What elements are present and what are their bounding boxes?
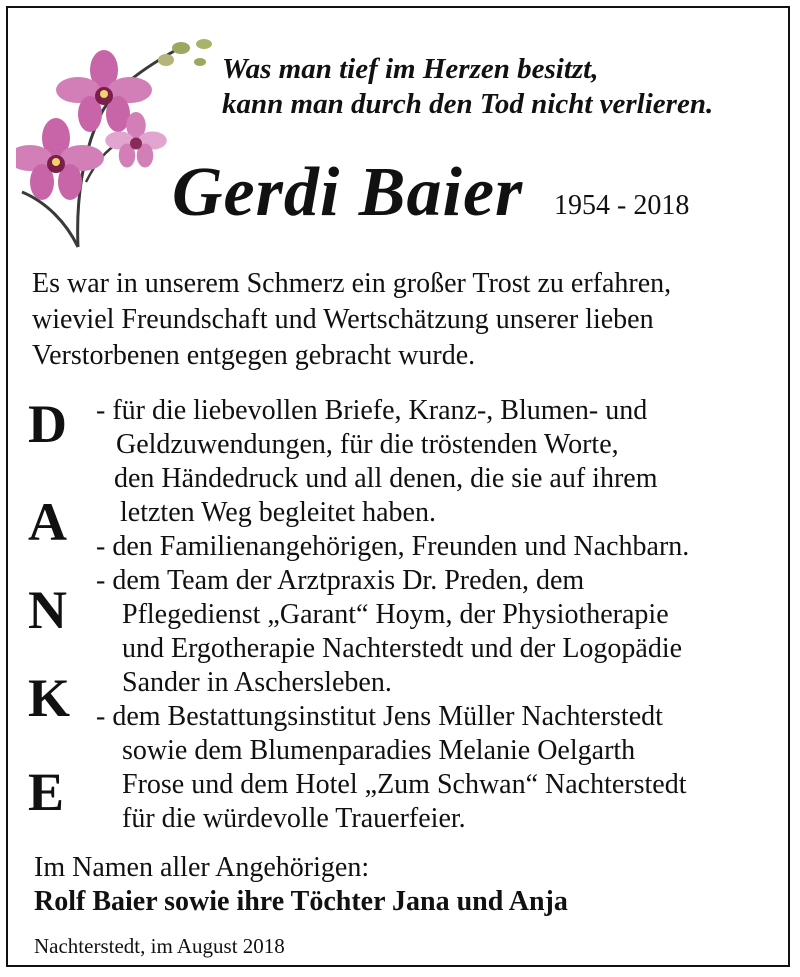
thanks-line: Pflegedienst „Garant“ Hoym, der Physiotherapie xyxy=(122,599,669,630)
thanks-line: für die würdevolle Trauerfeier. xyxy=(122,803,466,834)
danke-letter-k: K xyxy=(28,668,71,728)
thanks-line: sowie dem Blumenparadies Melanie Oelgarth xyxy=(122,735,636,766)
place-and-date: Nachterstedt, im August 2018 xyxy=(34,934,285,958)
thanks-item-letters xyxy=(96,394,786,530)
thanks-line: Sander in Aschersleben. xyxy=(122,667,392,698)
thanks-line: letzten Weg begleitet haben. xyxy=(120,497,436,528)
danke-letter-d: D xyxy=(28,394,67,454)
motto-quote xyxy=(222,52,782,122)
thanks-line: - dem Bestattungsinstitut Jens Müller Nachterstedt xyxy=(96,701,663,732)
intro-line: Verstorbenen entgegen gebracht wurde. xyxy=(32,340,476,371)
danke-letter-e: E xyxy=(28,762,65,822)
thanks-line: - dem Team der Arztpraxis Dr. Preden, dem xyxy=(96,565,585,596)
thanks-line: - den Familienangehörigen, Freunden und Nachbarn. xyxy=(96,531,690,562)
intro-line: wieviel Freundschaft und Wertschätzung unserer lieben xyxy=(32,304,654,335)
motto-line-2: kann man durch den Tod nicht verlieren. xyxy=(222,88,714,120)
thanks-line: Frose und dem Hotel „Zum Schwan“ Nachterstedt xyxy=(122,769,687,800)
intro-paragraph xyxy=(32,266,782,374)
thanks-line: - für die liebevollen Briefe, Kranz-, Blumen- und xyxy=(96,395,648,426)
thanks-item-medical xyxy=(96,564,786,700)
thanks-line: und Ergotherapie Nachterstedt und der Logopädie xyxy=(122,633,683,664)
life-years: 1954 - 2018 xyxy=(554,190,690,221)
thanks-item-family xyxy=(96,530,786,564)
deceased-name: Gerdi Baier xyxy=(172,154,524,231)
signature-intro: Im Namen aller Angehörigen: xyxy=(34,852,370,883)
thanks-item-funeral xyxy=(96,700,786,836)
thanks-line: den Händedruck und all denen, die sie auf ihrem xyxy=(114,463,658,494)
motto-line-1: Was man tief im Herzen besitzt, xyxy=(222,53,599,85)
thanks-line: Geldzuwendungen, für die tröstenden Worte, xyxy=(116,429,619,460)
intro-line: Es war in unserem Schmerz ein großer Trost zu erfahren, xyxy=(32,268,672,299)
danke-letter-n: N xyxy=(28,580,67,640)
signature-names: Rolf Baier sowie ihre Töchter Jana und Anja xyxy=(34,886,568,917)
obituary-card xyxy=(6,6,790,967)
danke-letter-a: A xyxy=(28,492,67,552)
